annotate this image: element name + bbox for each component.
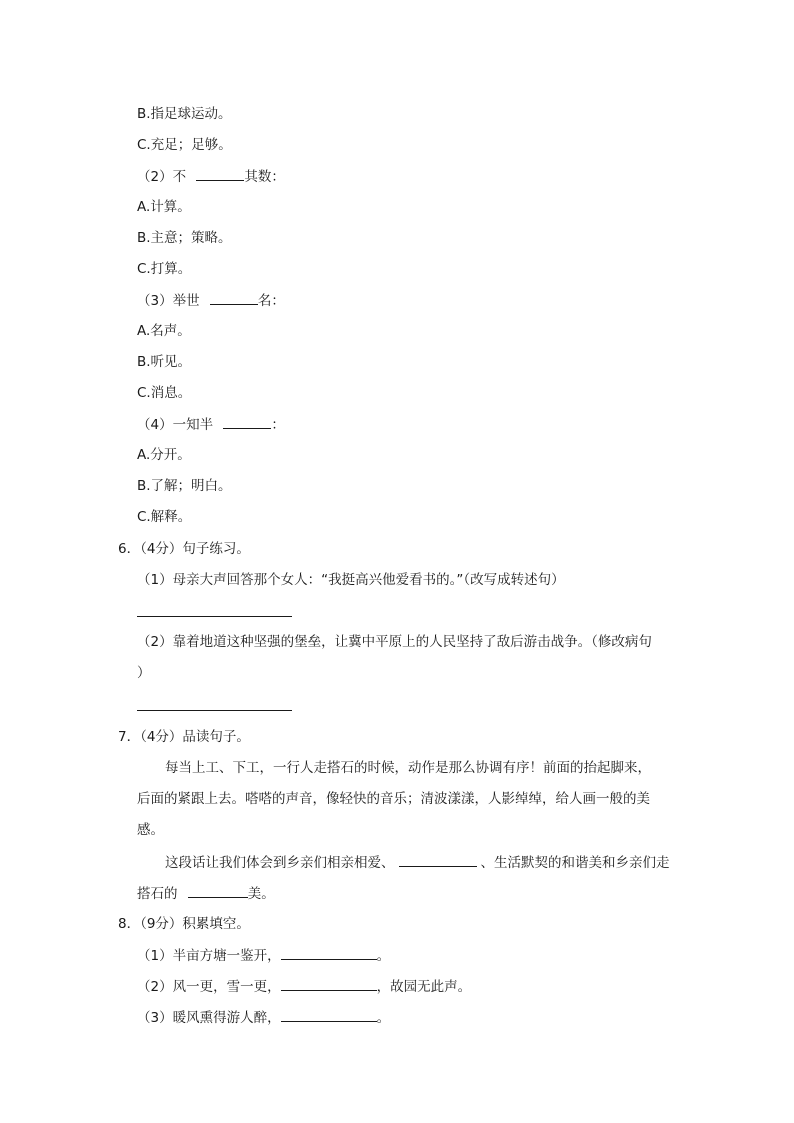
q7-header: 7．（4分）品读句子。 [118,729,250,745]
q8-sub2-b: ，故园无此声。 [376,979,472,995]
q8-sub3 [137,1007,390,1028]
q8-sub1 [137,945,390,966]
q7-blank-2[interactable] [188,883,248,898]
q5-part1-option-c: C.充足；足够。 [137,137,232,153]
q6-sub2-text-line1: （2）靠着地道这种坚强的堡垒，让冀中平原上的人民坚持了敌后游击战争。（修改病句 [137,634,652,650]
q7-prompt-line1 [165,852,670,873]
q7-prompt-line1-b: 、生活默契的和谐美和乡亲们走 [480,855,670,871]
q8-header: 8．（9分）积累填空。 [118,916,250,932]
q5-part3-prefix: （3）举世 [137,293,200,309]
q8-blank-3[interactable] [281,1007,377,1022]
q8-sub3-b: 。 [376,1010,391,1026]
q5-part3-option-a: A.名声。 [137,323,191,339]
q5-part4-prompt [137,414,285,435]
q5-part2-blank[interactable] [196,166,244,181]
q7-prompt-line1-a: 这段话让我们体会到乡亲们相亲相爱、 [165,855,395,871]
q5-part3-prompt [137,290,285,311]
q7-prompt-line2-b: 美。 [247,886,275,902]
q8-sub3-a: （3）暖风熏得游人醉， [137,1010,281,1026]
q5-part3-blank[interactable] [210,290,258,305]
q6-sub2-answer-line[interactable] [137,710,292,711]
q5-part4-blank[interactable] [223,414,271,429]
q8-blank-1[interactable] [281,945,377,960]
q5-part4-option-c: C.解释。 [137,509,192,525]
q5-part2-option-b: B.主意；策略。 [137,230,232,246]
q5-part2-prefix: （2）不 [137,169,187,185]
q6-sub1-text: （1）母亲大声回答那个女人：“我挺高兴他爱看书的。”（改写成转述句） [137,572,565,588]
q8-sub2-a: （2）风一更，雪一更， [137,979,281,995]
q8-sub1-a: （1）半亩方塘一鉴开， [137,948,281,964]
q5-part2-option-c: C.打算。 [137,261,192,277]
q5-part4-suffix: ： [271,417,285,433]
q5-part2-suffix: 其数： [244,169,285,185]
q5-part4-option-b: B.了解；明白。 [137,478,232,494]
q5-part3-suffix: 名： [257,293,285,309]
q6-header: 6．（4分）句子练习。 [118,541,250,557]
q5-part2-option-a: A.计算。 [137,199,191,215]
q5-part2-prompt [137,166,285,187]
q5-part3-option-c: C.消息。 [137,385,192,401]
q7-prompt-line2 [137,883,275,904]
q5-part4-option-a: A.分开。 [137,447,191,463]
q7-passage-line1: 每当上工、下工，一行人走搭石的时候，动作是那么协调有序！前面的抬起脚来， [165,760,651,776]
q8-sub2 [137,976,471,997]
q5-part3-option-b: B.听见。 [137,354,192,370]
q7-prompt-line2-a: 搭石的 [137,886,178,902]
q8-blank-2[interactable] [281,976,377,991]
q6-sub2-text-line2: ） [137,665,151,681]
q5-part1-option-b: B.指足球运动。 [137,106,232,122]
q6-sub1-answer-line[interactable] [137,616,292,617]
q8-sub1-b: 。 [376,948,391,964]
q7-passage-line2: 后面的紧跟上去。嗒嗒的声音，像轻快的音乐；清波漾漾，人影绰绰，给人画一般的美 [137,791,650,807]
q7-blank-1[interactable] [399,852,477,867]
q7-passage-line3: 感。 [137,822,164,838]
q5-part4-prefix: （4）一知半 [137,417,214,433]
